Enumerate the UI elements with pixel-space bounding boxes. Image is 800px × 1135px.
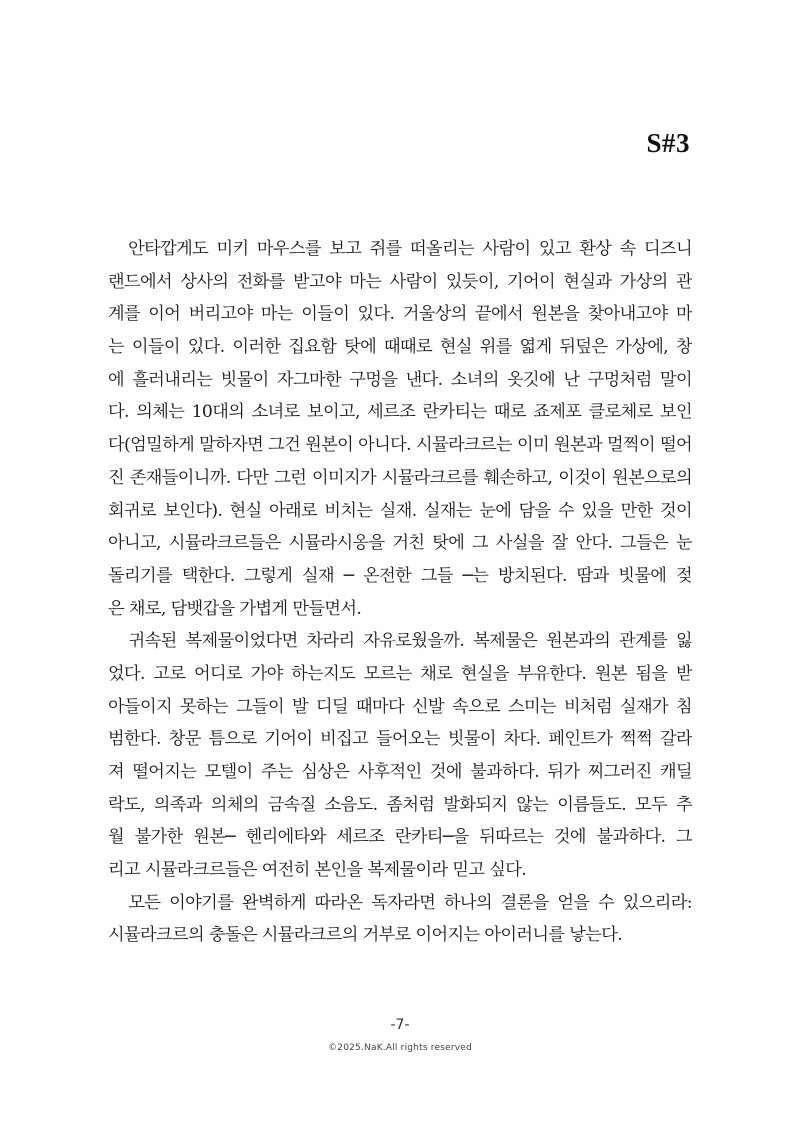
scene-heading: S#3 bbox=[646, 128, 690, 158]
text-line: 모든 이야기를 완벽하게 따라온 독자라면 하나의 결론을 얻을 수 있으리라: bbox=[108, 892, 692, 913]
text-line: 랜드에서 상사의 전화를 받고야 마는 사람이 있듯이, 기어이 현실과 가상의 관 bbox=[108, 271, 692, 292]
text-line: 아니고, 시뮬라크르들은 시뮬라시옹을 거친 탓에 그 사실을 잘 안다. 그들은 눈 bbox=[108, 533, 692, 554]
text-line: 은 채로, 담뱃갑을 가볍게 만들면서. bbox=[108, 598, 362, 619]
text-line: 범한다. 창문 틈으로 기어이 비집고 들어오는 빗물이 차다. 페인트가 쩍쩍 갈라 bbox=[108, 729, 692, 750]
page-number: -7- bbox=[390, 1017, 410, 1033]
text-line: 에 흘러내리는 빗물이 자그마한 구멍을 낸다. 소녀의 옷깃에 난 구멍처럼 말이 bbox=[108, 369, 692, 390]
text-line: 회귀로 보인다). 현실 아래로 비치는 실재. 실재는 눈에 담을 수 있을 만한 것이 bbox=[108, 500, 692, 521]
copyright-notice: ©2025.NaK.All rights reserved bbox=[328, 1043, 472, 1053]
text-line: 져 떨어지는 모텔이 주는 심상은 사후적인 것에 불과하다. 뒤가 찌그러진 캐딜 bbox=[108, 762, 692, 782]
text-line: 계를 이어 버리고야 마는 이들이 있다. 거울상의 끝에서 원본을 찾아내고야 마 bbox=[108, 304, 692, 325]
text-line: 시뮬라크르의 충돌은 시뮬라크르의 거부로 이어지는 아이러니를 낳는다. bbox=[108, 925, 623, 946]
text-line: 진 존재들이니까. 다만 그런 이미지가 시뮬라크르를 훼손하고, 이것이 원본으로의 bbox=[108, 467, 692, 488]
paragraph bbox=[108, 233, 692, 625]
text-line: 리고 시뮬라크르들은 여전히 본인을 복제물이라 믿고 싶다. bbox=[108, 860, 527, 881]
text-line: 귀속된 복제물이었다면 차라리 자유로웠을까. 복제물은 원본과의 관계를 잃 bbox=[108, 631, 692, 652]
text-line: 었다. 고로 어디로 가야 하는지도 모르는 채로 현실을 부유한다. 원본 됨을 받 bbox=[108, 663, 692, 684]
paragraph bbox=[108, 625, 692, 887]
text-line: 월 불가한 원본─ 헨리에타와 세르조 란카티─을 뒤따르는 것에 불과하다. 그 bbox=[108, 827, 692, 848]
text-line: 아들이지 못하는 그들이 발 디딜 때마다 신발 속으로 스미는 비처럼 실재가 침 bbox=[108, 696, 692, 717]
body-text bbox=[108, 233, 692, 952]
text-line: 돌리기를 택한다. 그렇게 실재 ─ 온전한 그들 ─는 방치된다. 땀과 빗물에 젖 bbox=[108, 565, 692, 586]
text-line: 락도, 의족과 의체의 금속질 소음도. 좀처럼 발화되지 않는 이름들도. 모두 추 bbox=[108, 794, 692, 815]
text-line: 는 이들이 있다. 이러한 집요함 탓에 때때로 현실 위를 엷게 뒤덮은 가상에, 창 bbox=[108, 337, 692, 358]
text-line: 안타깝게도 미키 마우스를 보고 쥐를 떠올리는 사람이 있고 환상 속 디즈니 bbox=[108, 239, 692, 259]
paragraph bbox=[108, 887, 692, 952]
text-line: 다(엄밀하게 말하자면 그건 원본이 아니다. 시뮬라크르는 이미 원본과 멀찍이 떨어 bbox=[108, 435, 692, 456]
text-line: 다. 의체는 10대의 소녀로 보이고, 세르조 란카티는 때로 죠제포 클로체로 보인 bbox=[108, 402, 692, 423]
